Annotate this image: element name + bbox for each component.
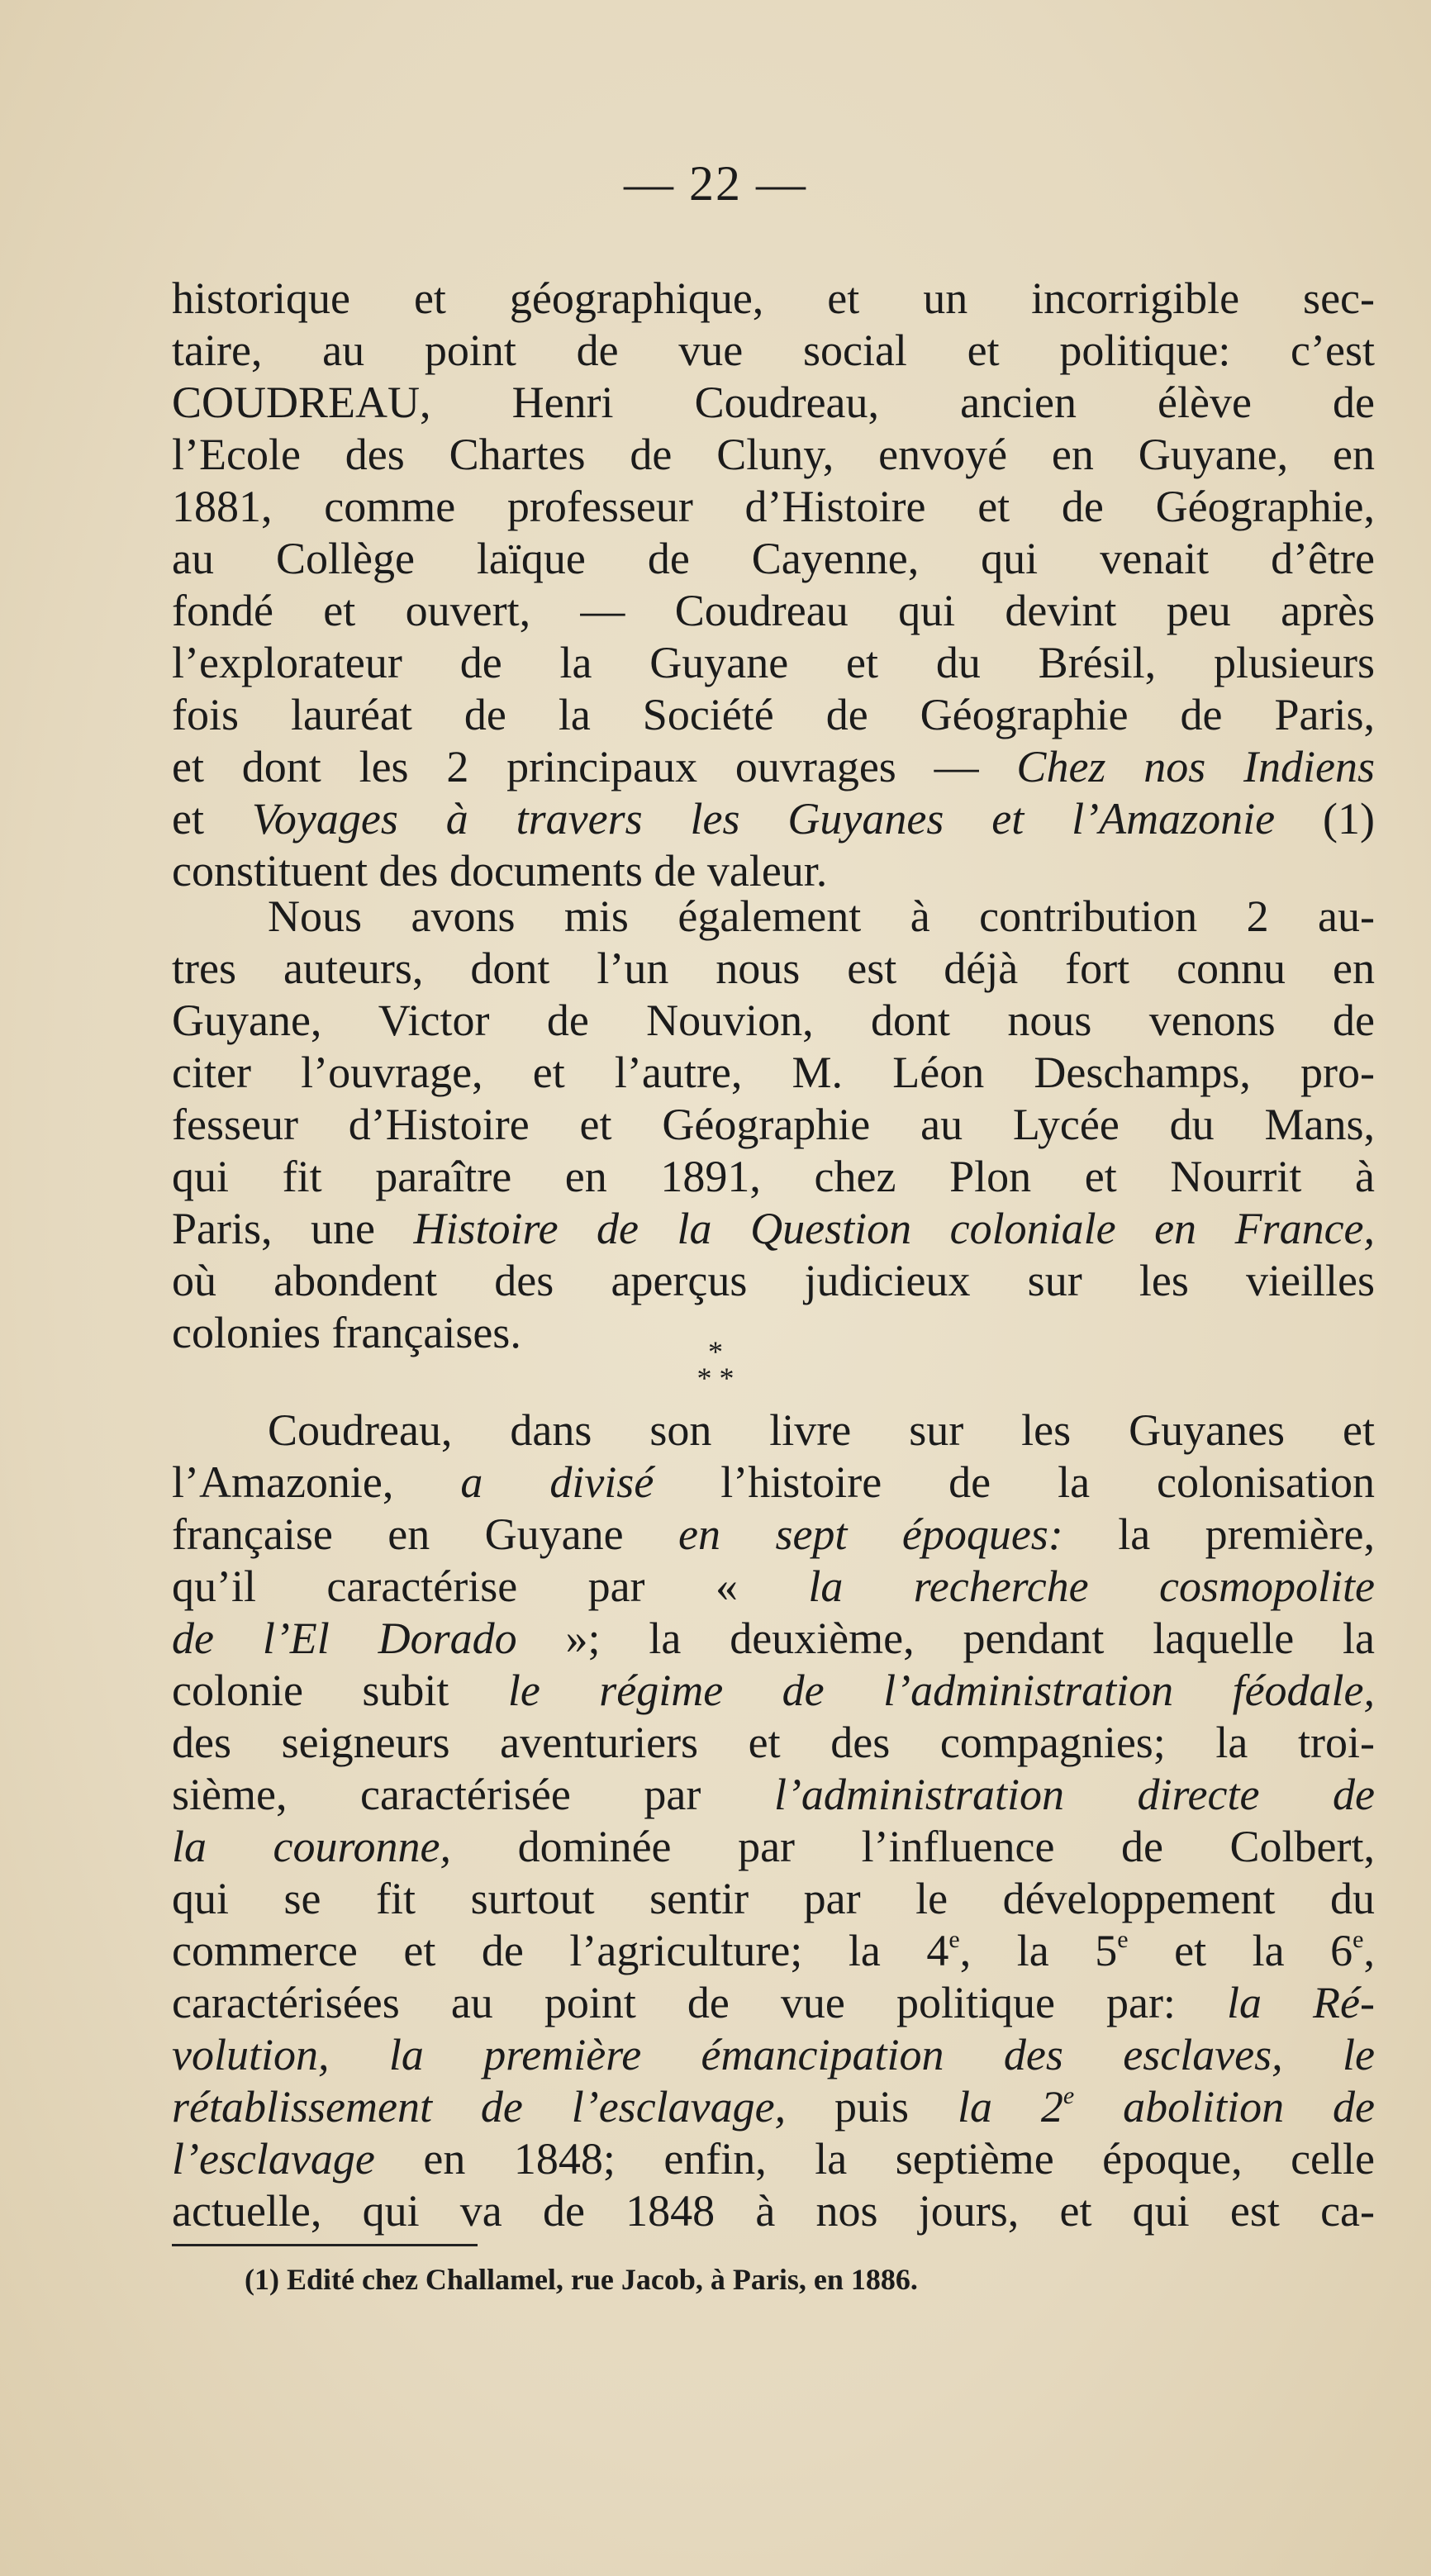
text-line: fondé et ouvert, — Coudreau qui devint peu après (172, 586, 1375, 635)
text-segment: puis (834, 2082, 910, 2132)
text-line: fesseur d’Histoire et Géographie au Lycée du Mans, (172, 1100, 1375, 1149)
italic-segment: la recherche cosmopolite (808, 1561, 1375, 1611)
asterism-top: * (708, 1335, 723, 1368)
text-line: où abondent des aperçus judicieux sur les vieilles (172, 1256, 1375, 1305)
italic-segment: a divisé (460, 1457, 654, 1507)
text-line (172, 2081, 1375, 2133)
book-title-italic: Histoire de la Question coloniale en France, (413, 1204, 1375, 1253)
text-line (172, 1925, 1375, 1977)
text-line (172, 1665, 1375, 1717)
text-line (172, 1613, 1375, 1665)
text-line (172, 2029, 1375, 2081)
text-segment: »; la deuxième, pendant laquelle la (565, 1614, 1376, 1663)
italic-segment: la couronne, (172, 1822, 452, 1871)
text-line: colonies françaises. (172, 1308, 521, 1357)
text-segment: et (172, 794, 204, 844)
italic-segment: l’esclavage (172, 2134, 375, 2184)
asterism-bottom: * * (696, 1362, 735, 1395)
text-segment: , (1363, 1926, 1375, 1975)
text-segment: la 2 (957, 2082, 1063, 2132)
italic-segment: de l’El Dorado (172, 1614, 517, 1663)
text-line: citer l’ouvrage, et l’autre, M. Léon Deschamps, pro- (172, 1048, 1375, 1097)
footnote: (1) Edité chez Challamel, rue Jacob, à Paris, en 1886. (245, 2263, 918, 2296)
text-line: historique et géographique, et un incorrigible sec- (172, 273, 1375, 323)
text-line: constituent des documents de valeur. (172, 846, 828, 896)
text-line (172, 1769, 1375, 1821)
text-segment: la première, (1118, 1509, 1376, 1559)
paragraph-coudreau-intro (172, 273, 1375, 897)
text-line: l’explorateur de la Guyane et du Brésil, plusieurs (172, 638, 1375, 687)
text-line: 1881, comme professeur d’Histoire et de Géographie, (172, 482, 1375, 531)
book-title-italic: Chez nos Indiens (1016, 742, 1376, 791)
text-line (172, 2133, 1375, 2185)
superscript: e (1353, 1926, 1364, 1953)
text-segment: commerce et de l’agriculture; la 4 (172, 1926, 949, 1975)
text-segment: caractérisées au point de vue politique par: (172, 1978, 1176, 2027)
text-line (172, 793, 1375, 845)
text-line: au Collège laïque de Cayenne, qui venait d’être (172, 534, 1375, 583)
text-line: Guyane, Victor de Nouvion, dont nous venons de (172, 996, 1375, 1045)
italic-segment: rétablissement de l’esclavage, (172, 2082, 787, 2132)
italic-segment: en sept époques: (678, 1509, 1063, 1559)
text-line (172, 1977, 1375, 2029)
text-line (172, 741, 1375, 793)
italic-segment: l’administration directe de (773, 1770, 1376, 1819)
text-line: fois lauréat de la Société de Géographie de Paris, (172, 690, 1375, 739)
text-line: Nous avons mis également à contribution 2 au- (268, 891, 1375, 941)
text-line (172, 1561, 1375, 1613)
text-line: Coudreau, dans son livre sur les Guyanes et (268, 1405, 1375, 1455)
text-segment: française en Guyane (172, 1509, 624, 1559)
book-title-italic: Voyages à travers les Guyanes et l’Amazonie (251, 794, 1276, 844)
text-line: actuelle, qui va de 1848 à nos jours, et qui est ca- (172, 2186, 1375, 2236)
text-segment: sième, caractérisée par (172, 1770, 701, 1819)
italic-segment: volution, la première émancipation des esclaves, le (172, 2030, 1375, 2079)
text-segment: et la 6 (1128, 1926, 1353, 1975)
superscript: e (1117, 1926, 1129, 1953)
paragraph-seven-epochs (172, 1404, 1375, 2237)
text-segment: Paris, une (172, 1204, 375, 1253)
paragraph-other-authors (172, 891, 1375, 1359)
italic-segment (958, 2082, 1375, 2132)
text-line: des seigneurs aventuriers et des compagnies; la troi- (172, 1718, 1375, 1767)
footnote-reference: (1) (1323, 794, 1375, 844)
text-line (172, 1203, 1375, 1255)
text-segment: et dont les 2 principaux ouvrages — (172, 742, 979, 791)
text-line (172, 1821, 1375, 1873)
text-segment: abolition de (1074, 2082, 1375, 2132)
text-segment: dominée par l’influence de Colbert, (517, 1822, 1376, 1871)
text-line (172, 1457, 1375, 1509)
superscript: e (1063, 2082, 1075, 2109)
italic-segment: le régime de l’administration féodale, (507, 1666, 1376, 1715)
text-line: COUDREAU, Henri Coudreau, ancien élève de (172, 378, 1375, 427)
italic-segment: la Ré- (1227, 1978, 1375, 2027)
footnote-divider (172, 2244, 478, 2246)
text-line: l’Ecole des Chartes de Cluny, envoyé en Guyane, en (172, 430, 1375, 479)
text-segment: l’histoire de la colonisation (720, 1457, 1376, 1507)
text-line: taire, au point de vue social et politique: c’est (172, 326, 1375, 375)
text-line: qui fit paraître en 1891, chez Plon et Nourrit à (172, 1152, 1375, 1201)
text-segment: en 1848; enfin, la septième époque, celle (423, 2134, 1376, 2184)
text-segment: colonie subit (172, 1666, 449, 1715)
text-line: qui se fit surtout sentir par le développement du (172, 1874, 1375, 1923)
superscript: e (948, 1926, 960, 1953)
text-line (172, 1509, 1375, 1561)
text-line: tres auteurs, dont l’un nous est déjà fort connu en (172, 943, 1375, 993)
text-segment: l’Amazonie, (172, 1457, 394, 1507)
page-number: — 22 — (624, 156, 807, 211)
text-segment: qu’il caractérise par « (172, 1561, 738, 1611)
text-segment: , la 5 (959, 1926, 1118, 1975)
